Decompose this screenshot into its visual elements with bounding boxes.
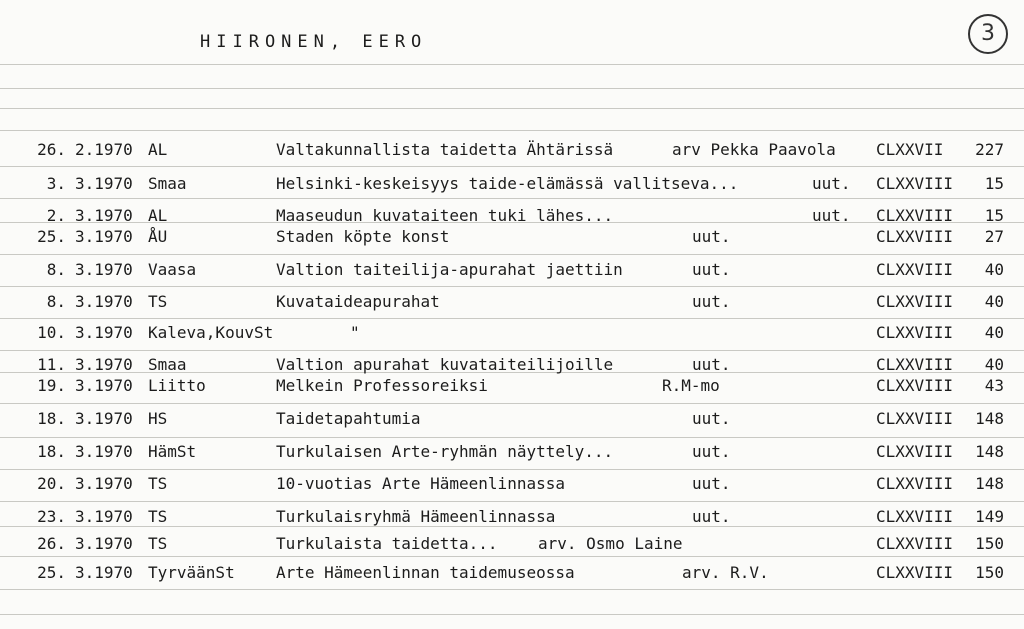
card-number-circle: 3: [968, 14, 1008, 54]
entry-page: 150: [975, 534, 1004, 553]
entry-month-year: 3.1970: [75, 534, 133, 553]
entry-row: [0, 375, 1024, 397]
entry-title: Valtion taiteilija-apurahat jaettiin: [276, 260, 623, 279]
entry-page: 40: [984, 292, 1004, 311]
entry-source: Liitto: [148, 376, 206, 395]
entry-source: Smaa: [148, 174, 187, 193]
entry-page: 227: [975, 140, 1004, 159]
entry-volume: CLXXVIII: [876, 323, 954, 342]
ruled-line: [0, 130, 1024, 131]
entry-page: 15: [984, 206, 1004, 225]
ruled-line: [0, 108, 1024, 109]
entry-page: 149: [975, 507, 1004, 526]
entry-note: uut.: [692, 260, 731, 279]
entry-month-year: 3.1970: [75, 292, 133, 311]
card-heading: HIIRONEN, EERO: [200, 32, 428, 52]
entry-page: 148: [975, 474, 1004, 493]
ruled-line: [0, 64, 1024, 65]
entry-note: uut.: [692, 474, 731, 493]
entry-source: HämSt: [148, 442, 197, 461]
entry-page: 40: [984, 260, 1004, 279]
entry-volume: CLXXVIII: [876, 355, 954, 374]
entry-month-year: 3.1970: [75, 563, 133, 582]
entry-row: [0, 139, 1024, 161]
entry-title: Helsinki-keskeisyys taide-elämässä vallitseva...: [276, 174, 739, 193]
entry-page: 15: [984, 174, 1004, 193]
entry-row: [0, 408, 1024, 430]
entry-title: Turkulaisryhmä Hämeenlinnassa: [276, 507, 556, 526]
entry-page: 43: [984, 376, 1004, 395]
entry-month-year: 3.1970: [75, 323, 133, 342]
entry-row: [0, 259, 1024, 281]
entry-source: TyrväänSt: [148, 563, 235, 582]
entry-source: Smaa: [148, 355, 187, 374]
entry-note: uut.: [692, 507, 731, 526]
entry-day: 18.: [37, 442, 66, 461]
entry-month-year: 3.1970: [75, 174, 133, 193]
entry-day: 25.: [37, 227, 66, 246]
entry-note: uut.: [812, 174, 851, 193]
entry-title: Turkulaisen Arte-ryhmän näyttely...: [276, 442, 614, 461]
entry-source: Kaleva,KouvSt: [148, 323, 274, 342]
entry-day: 23.: [37, 507, 66, 526]
ruled-line: [0, 556, 1024, 557]
entry-row: [0, 354, 1024, 376]
entry-month-year: 3.1970: [75, 206, 133, 225]
entry-page: 150: [975, 563, 1004, 582]
entry-row: [0, 173, 1024, 195]
entry-month-year: 3.1970: [75, 355, 133, 374]
entry-page: 40: [984, 355, 1004, 374]
entry-month-year: 3.1970: [75, 260, 133, 279]
entry-day: 10.: [37, 323, 66, 342]
entry-note: R.M-mo: [662, 376, 720, 395]
entry-title: Maaseudun kuvataiteen tuki lähes...: [276, 206, 614, 225]
entry-page: 148: [975, 409, 1004, 428]
entry-row: [0, 562, 1024, 584]
entry-day: 25.: [37, 563, 66, 582]
entry-source: HS: [148, 409, 168, 428]
entry-day: 3.: [46, 174, 66, 193]
ruled-line: [0, 469, 1024, 470]
entry-day: 26.: [37, 534, 66, 553]
ruled-line: [0, 403, 1024, 404]
entry-row: [0, 473, 1024, 495]
entry-title: Valtakunnallista taidetta Ähtärissä: [276, 140, 614, 159]
entry-month-year: 3.1970: [75, 474, 133, 493]
entry-month-year: 3.1970: [75, 227, 133, 246]
entry-row: [0, 322, 1024, 344]
entry-month-year: 3.1970: [75, 442, 133, 461]
entry-month-year: 3.1970: [75, 409, 133, 428]
entry-page: 27: [984, 227, 1004, 246]
entry-month-year: 2.1970: [75, 140, 133, 159]
entry-row: [0, 226, 1024, 248]
entry-row: [0, 291, 1024, 313]
entry-day: 11.: [37, 355, 66, 374]
entry-note: uut.: [692, 409, 731, 428]
entry-source: TS: [148, 507, 168, 526]
entry-note: uut.: [692, 442, 731, 461]
entry-volume: CLXXVIII: [876, 227, 954, 246]
entry-title: ": [350, 323, 360, 342]
entry-volume: CLXXVIII: [876, 206, 954, 225]
ruled-line: [0, 350, 1024, 351]
ruled-line: [0, 286, 1024, 287]
entry-day: 20.: [37, 474, 66, 493]
entry-source: TS: [148, 534, 168, 553]
entry-volume: CLXXVIII: [876, 563, 954, 582]
entry-note: arv. Osmo Laine: [538, 534, 683, 553]
entry-volume: CLXXVIII: [876, 376, 954, 395]
entry-day: 19.: [37, 376, 66, 395]
entry-row: [0, 441, 1024, 463]
ruled-line: [0, 614, 1024, 615]
entry-note: uut.: [692, 355, 731, 374]
entry-volume: CLXXVIII: [876, 474, 954, 493]
entry-note: uut.: [812, 206, 851, 225]
entry-volume: CLXXVII: [876, 140, 944, 159]
entry-source: AL: [148, 206, 168, 225]
entry-note: uut.: [692, 292, 731, 311]
entry-month-year: 3.1970: [75, 507, 133, 526]
entry-source: Vaasa: [148, 260, 197, 279]
ruled-line: [0, 318, 1024, 319]
entry-day: 18.: [37, 409, 66, 428]
entry-row: [0, 533, 1024, 555]
ruled-line: [0, 589, 1024, 590]
entry-day: 8.: [46, 260, 66, 279]
entry-title: Arte Hämeenlinnan taidemuseossa: [276, 563, 575, 582]
entry-page: 148: [975, 442, 1004, 461]
ruled-line: [0, 437, 1024, 438]
entry-title: Kuvataideapurahat: [276, 292, 440, 311]
entry-note: arv Pekka Paavola: [672, 140, 836, 159]
entry-source: AL: [148, 140, 168, 159]
entry-volume: CLXXVIII: [876, 260, 954, 279]
entry-day: 26.: [37, 140, 66, 159]
entry-title: 10-vuotias Arte Hämeenlinnassa: [276, 474, 565, 493]
entry-title: Valtion apurahat kuvataiteilijoille: [276, 355, 614, 374]
entry-volume: CLXXVIII: [876, 534, 954, 553]
ruled-line: [0, 166, 1024, 167]
entry-title: Turkulaista taidetta...: [276, 534, 498, 553]
entry-volume: CLXXVIII: [876, 409, 954, 428]
entry-page: 40: [984, 323, 1004, 342]
entry-volume: CLXXVIII: [876, 507, 954, 526]
entry-volume: CLXXVIII: [876, 292, 954, 311]
entry-row: [0, 506, 1024, 528]
entry-row: [0, 205, 1024, 227]
ruled-line: [0, 88, 1024, 89]
entry-title: Taidetapahtumia: [276, 409, 421, 428]
entry-title: Melkein Professoreiksi: [276, 376, 488, 395]
entry-volume: CLXXVIII: [876, 174, 954, 193]
entry-note: arv. R.V.: [682, 563, 769, 582]
entry-title: Staden köpte konst: [276, 227, 450, 246]
ruled-line: [0, 501, 1024, 502]
entry-day: 2.: [46, 206, 66, 225]
entry-source: ÅU: [148, 227, 168, 246]
entry-volume: CLXXVIII: [876, 442, 954, 461]
ruled-line: [0, 198, 1024, 199]
ruled-line: [0, 254, 1024, 255]
entry-month-year: 3.1970: [75, 376, 133, 395]
entry-day: 8.: [46, 292, 66, 311]
entry-source: TS: [148, 474, 168, 493]
entry-source: TS: [148, 292, 168, 311]
entry-note: uut.: [692, 227, 731, 246]
